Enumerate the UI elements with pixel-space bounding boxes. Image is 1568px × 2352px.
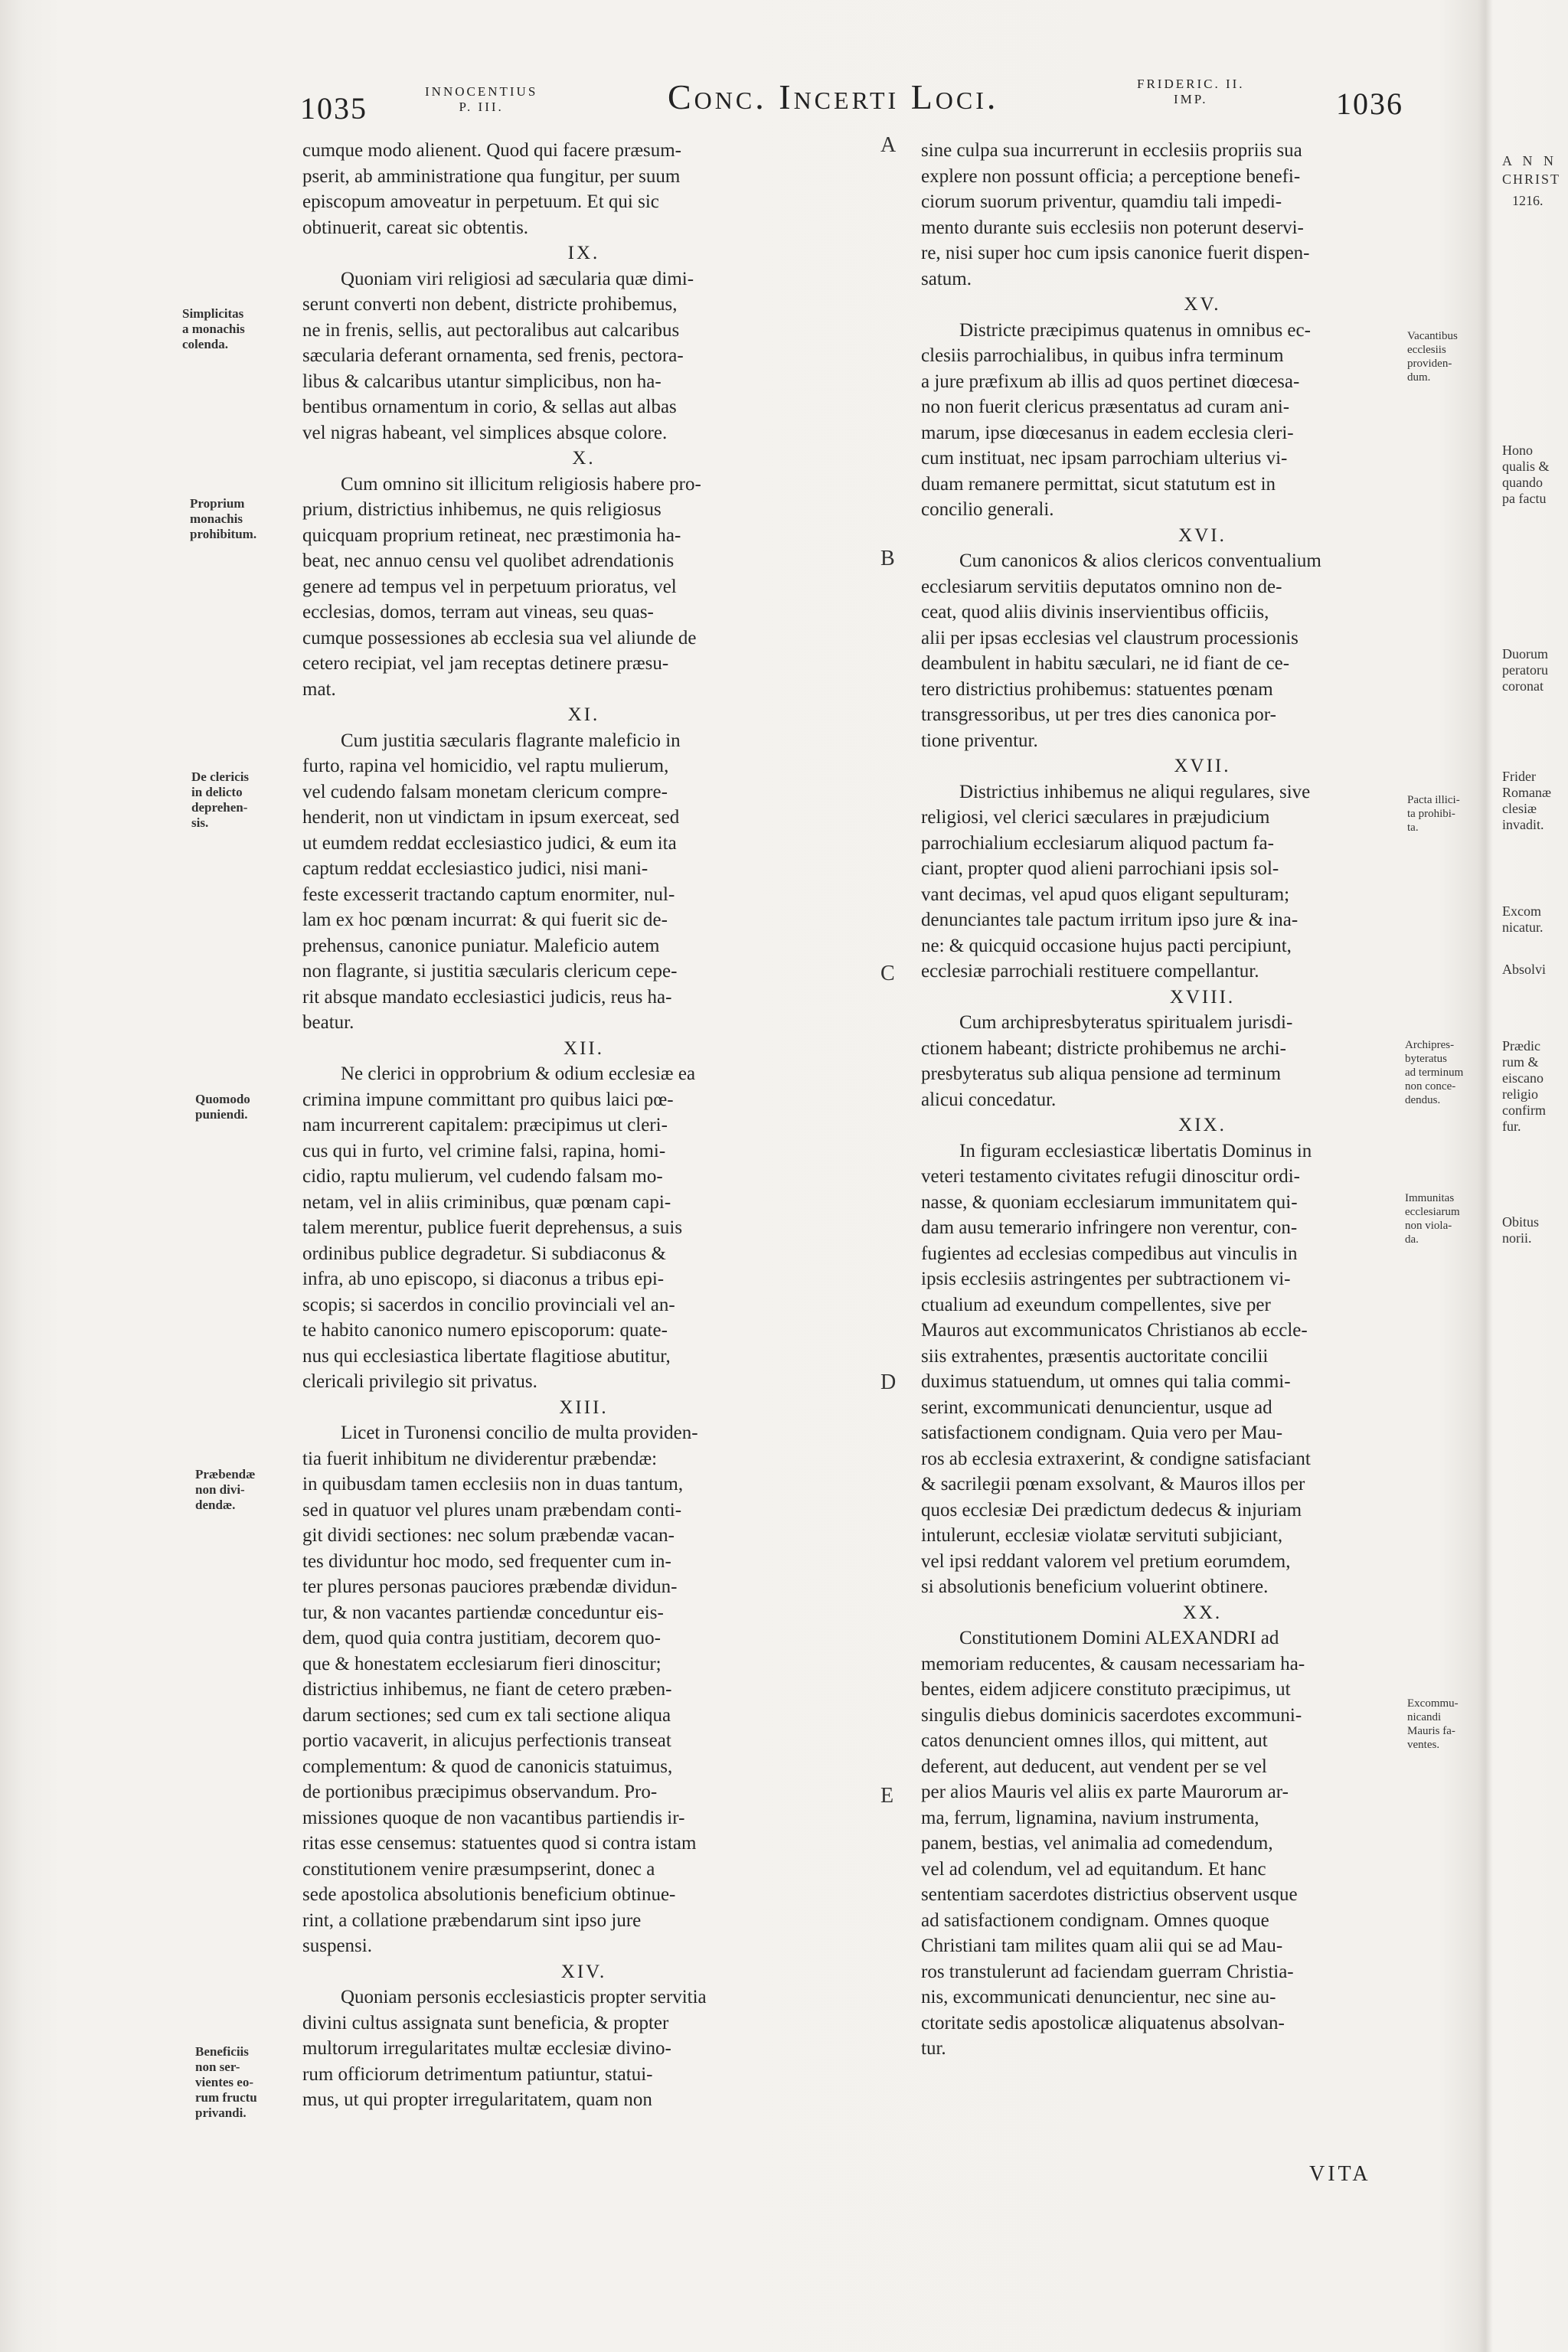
text-line: presbyteratus sub aliqua pensione ad terminum [921,1063,1282,1084]
text-line: ros ab ecclesia extraxerint, & condigne satisfaciant [921,1448,1311,1469]
text-line: ctualium ad exeundum compellentes, sive per [921,1294,1271,1315]
text-line: ordinibus publice degradetur. Si subdiaconus & [302,1243,666,1264]
text-line: tia fuerit inhibitum ne dividerentur præbendæ: [302,1448,658,1469]
text-line: alii per ipsas ecclesias vel claustrum processionis [921,627,1298,648]
text-line: ceat, quod aliis divinis inservientibus officiis, [921,602,1269,622]
text-line: marum, ipse diœcesanus in eadem ecclesia cleri- [921,422,1294,443]
text-line: explere non possunt officia; a perceptione benefi- [921,165,1301,187]
text-line: singulis diebus dominicis sacerdotes excommuni- [921,1704,1302,1726]
margin-note-simplicity: Simplicitas a monachis colenda. [182,306,245,351]
text-line: vel nigras habeant, vel simplices absque colore. [302,422,668,443]
text-line: multorum irregularitates multæ ecclesiæ divino- [302,2038,671,2059]
text-line: sed in quatuor vel plures unam præbendam conti- [302,1499,682,1521]
text-line: siis extrahentes, præsentis auctoritate concilii [921,1345,1269,1367]
text-line: vant decimas, vel apud quos eligant sepulturam; [921,884,1290,905]
text-line: Cum omnino sit illicitum religiosis habere pro- [341,473,701,495]
margin-note-clerics: De clericis in delicto deprehen- sis. [191,769,250,830]
section-heading: XI. [567,704,600,725]
text-line: constitutionem venire præsumpserint, donec a [302,1858,655,1880]
text-line: nasse, & quoniam ecclesiarum immunitatem qui- [921,1191,1298,1213]
text-line: & sacrilegii pœnam exsolvant, & Mauros illos per [921,1474,1305,1494]
text-line: cumque modo alienent. Quod qui facere præsum- [302,140,681,161]
text-line: portio vacaverit, in alicujus perfectionis transeat [302,1730,671,1751]
text-line: ciant, propter quod alieni parrochiani ipsis sol- [921,858,1279,879]
text-line: Cum archipresbyteratus spiritualem jurisdi- [959,1012,1293,1033]
text-line: bentes, eidem adjicere constituto præcipimus, ut [921,1679,1291,1700]
text-line: cidio, raptu mulierum, vel cudendo falsam mo- [302,1166,663,1187]
text-line: Licet in Turonensi concilio de multa providen- [341,1423,698,1443]
text-line: cetero recipiat, vel jam receptas detinere præsu- [302,653,669,674]
text-line: deambulent in habitu sæculari, ne id fiant de ce- [921,653,1290,674]
text-line: nis, excommunicati denuncientur, nec sine au- [921,1987,1276,2007]
text-line: prium, districtius inhibemus, ne quis religiosus [302,499,662,520]
text-line: memoriam reducentes, & causam necessariam ha- [921,1653,1305,1674]
text-line: furto, rapina vel homicidio, vel raptu mulierum, [302,756,669,776]
text-line: parrochialium ecclesiarum aliquod pactum fa- [921,832,1274,854]
edge-anno: A N N [1502,153,1558,168]
text-line: te habito canonico numero episcoporum: quate- [302,1320,668,1341]
text-line: rum officiorum detrimentum patiuntur, statui- [302,2063,653,2085]
text-line: captum reddat ecclesiastico judici, nisi mani- [302,858,648,879]
text-line: de portionibus præcipimus observandum. Pro- [302,1782,658,1802]
text-line: rit absque mandato ecclesiastici judicis, reus ha- [302,986,672,1008]
right-text-column [921,138,1484,2062]
left-text-column [302,138,865,2113]
edge-note-6: Prædic rum & eiscano religio confirm fur. [1502,1038,1546,1134]
text-line: genere ad tempus vel in perpetuum prioratus, vel [302,576,677,597]
text-line: git dividi sectiones: nec solum præbendæ vacan- [302,1525,675,1546]
text-line: pserit, ab amministratione qua fungitur, per suum [302,165,681,187]
text-line: feste excesserit tractando captum enormiter, nul- [302,884,675,905]
text-line: districtius inhibemus, ne fiant de cetero præben- [302,1679,672,1700]
text-line: ma, ferrum, lignamina, navium instrumenta, [921,1807,1259,1828]
text-line: concilio generali. [921,499,1054,520]
text-line: ter plures personas pauciores præbendæ dividun- [302,1576,678,1597]
text-line: clesiis parrochialibus, in quibus infra terminum [921,345,1284,366]
text-line: talem merentur, publice fuerit deprehensus, a suis [302,1217,683,1238]
text-line: ad satisfactionem condignam. Omnes quoque [921,1909,1269,1931]
text-line: si absolutionis beneficium voluerint obtinere. [921,1576,1269,1597]
text-line: intulerunt, ecclesiæ violatæ servituti subjiciant, [921,1525,1283,1546]
text-line: vel cudendo falsam monetam clericum compre- [302,781,668,802]
text-line: non flagrante, si justitia sæcularis clericum cepe- [302,961,678,982]
text-line: tero districtius prohibemus: statuentes pœnam [921,678,1273,700]
text-line: clericali privilegio sit privatus. [302,1371,537,1392]
text-line: Ne clerici in opprobrium & odium ecclesiæ ea [341,1063,696,1084]
text-line: Cum justitia sæcularis flagrante maleficio in [341,730,681,751]
text-line: obtinuerit, careat sic obtentis. [302,217,529,238]
section-letter-a: A [880,133,897,157]
text-line: ecclesiæ parrochiali restituere compellantur. [921,961,1259,982]
section-heading: IX. [567,243,600,263]
section-heading: XVI. [1178,524,1227,546]
text-line: ctoritate sedis apostolicæ aliquatenus absolvan- [921,2012,1285,2034]
text-line: duam remanere permittat, sicut statutum est in [921,473,1276,495]
text-line: mento durante suis ecclesiis non poterunt deservi- [921,217,1304,238]
text-line: tes dividuntur hoc modo, sed frequenter cum in- [302,1550,671,1572]
text-line: a jure præfixum ab illis ad quos pertinet diœcesa- [921,371,1300,392]
text-line: in quibusdam tamen ecclesiis non in duas tantum, [302,1474,684,1494]
text-line: denunciantes tale pactum irritum ipso jure & ina- [921,910,1298,930]
text-line: fugientes ad ecclesias compedibus aut vinculis in [921,1243,1298,1264]
text-line: cus qui in furto, vel crimine falsi, rapina, homi- [302,1140,666,1161]
margin-note-vacant-churches: Vacantibus ecclesiis providen- dum. [1407,330,1458,384]
section-heading: XVIII. [1169,986,1236,1008]
text-line: panem, bestias, vel animalia ad comedendum, [921,1833,1273,1854]
text-line: rint, a collatione præbendarum sint ipso jure [302,1909,642,1931]
margin-note-prebends: Præbendæ non divi- dendæ. [195,1467,256,1512]
edge-note-1: Hono qualis & quando pa factu [1502,443,1550,506]
text-line: ut eumdem reddat ecclesiastico judici, & eum ita [302,832,677,854]
text-line: no non fuerit clericus præsentatus ad curam ani- [921,397,1290,417]
text-line: divini cultus assignata sunt beneficia, & propter [302,2012,669,2034]
edge-note-5: Absolvi [1502,962,1547,977]
edge-christi: CHRIST [1502,172,1561,187]
text-line: missiones quoque de non vacantibus partiendis ir- [302,1807,685,1828]
text-line: religiosi, vel clerici sæculares in præjudicium [921,807,1270,828]
text-line: deferent, aut deducent, aut vendent per se vel [921,1756,1267,1777]
text-line: satisfactionem condignam. Quia vero per Mau- [921,1423,1283,1443]
edge-note-2: Duorum peratoru coronat [1502,646,1548,694]
text-line: libus & calcaribus utantur simplicibus, non ha- [302,371,662,392]
edge-note-3: Frider Romanæ clesiæ invadit. [1502,769,1552,832]
text-line: dem, quod quia contra justitiam, decorem quo- [302,1628,661,1648]
text-line: Mauros aut excommunicatos Christianos ab eccle- [921,1320,1308,1341]
margin-note-punishment: Quomodo puniendi. [195,1092,250,1122]
margin-note-illicit-pacts: Pacta illici- ta prohibi- ta. [1407,794,1460,834]
text-line: cumque possessiones ab ecclesia sua vel aliunde de [302,627,697,648]
section-heading: XX. [1182,1602,1223,1623]
text-line: ritas esse censemus: statuentes quod si contra istam [302,1833,697,1854]
text-line: tur. [921,2038,946,2059]
text-line: transgressoribus, ut per tres dies canonica por- [921,704,1276,725]
section-heading: XIII. [559,1396,609,1418]
section-heading: XVII. [1174,756,1231,776]
text-line: quos ecclesiæ Dei prædictum dedecus & injuriam [921,1499,1302,1521]
section-letter-e: E [880,1784,894,1808]
text-line: ecclesias, domos, terram aut vineas, seu quas- [302,602,654,622]
text-line: scopis; si sacerdos in concilio provinciali vel an- [302,1294,675,1315]
text-line: mat. [302,678,336,700]
text-line: veteri testamento civitates refugii dinoscitur ordi- [921,1166,1300,1187]
text-line: suspensi. [302,1936,372,1956]
text-line: vel ipsi reddant valorem vel pretium eorumdem, [921,1550,1291,1572]
text-line: Christiani tam milites quam alii qui se ad Mau- [921,1936,1283,1956]
text-line: duximus statuendum, ut omnes qui talia commi- [921,1371,1291,1392]
text-line: Cum canonicos & alios clericos conventualium [959,550,1321,571]
text-line: sede apostolica absolutionis beneficium obtinue- [302,1884,676,1905]
text-line: ciorum suorum priventur, quamdiu tali impedi- [921,191,1282,212]
text-line: mus, ut qui propter irregularitatem, quam non [302,2089,652,2110]
margin-note-immunity: Immunitas ecclesiarum non viola- da. [1405,1192,1460,1246]
text-line: catos denuncient omnes illos, qui mittent, aut [921,1730,1268,1751]
section-heading: X. [572,448,596,469]
text-line: dam ausu temerario infringere non verentur, con- [921,1217,1298,1238]
text-line: tur, & non vacantes partiendæ conceduntur eis- [302,1602,664,1623]
text-line: nus qui ecclesiastica libertate flagitiose abutitur, [302,1345,671,1367]
text-line: prehensus, canonice puniatur. Maleficio autem [302,935,660,956]
text-line: bentibus ornamentum in corio, & sellas aut albas [302,397,677,417]
text-line: henderit, non ut vindictam in ipsum exerceat, sed [302,807,680,828]
running-title: Conc. Incerti Loci. [668,77,999,116]
header-emperor: FRIDERIC. II. IMP. [1137,77,1245,106]
section-heading: XIV. [560,1961,607,1982]
text-line: beatur. [302,1012,354,1033]
page-number-right: 1036 [1336,87,1403,121]
text-line: ipsis ecclesiis astringentes per subtractionem vi- [921,1269,1291,1289]
text-line: crimina impune committant pro quibus laici pœ- [302,1089,674,1110]
text-line: re, nisi super hoc cum ipsis canonice fuerit dispen- [921,243,1310,263]
text-line: sæcularia deferant ornamenta, sed frenis, pectora- [302,345,684,366]
text-line: per alios Mauris vel aliis ex parte Maurorum ar- [921,1782,1289,1802]
text-line: satum. [921,268,972,289]
text-line: sententiam sacerdotes districtius observent usque [921,1884,1298,1905]
edge-year: 1216. [1512,193,1544,208]
text-line: ctionem habeant; districte prohibemus ne archi- [921,1037,1286,1059]
header-pope: INNOCENTIUS P. III. [425,84,538,114]
margin-note-benefices: Beneficiis non ser- vientes eo- rum fructu privandi. [195,2044,257,2120]
text-line: Districte præcipimus quatenus in omnibus ec- [959,319,1311,341]
text-line: ne: & quicquid occasione hujus pacti percipiunt, [921,935,1292,956]
text-line: Quoniam personis ecclesiasticis propter servitia [341,1987,707,2007]
text-line: vel ad colendum, vel ad equitandum. Et hanc [921,1858,1266,1880]
text-line: Districtius inhibemus ne aliqui regulares, sive [959,781,1311,802]
text-line: Constitutionem Domini ALEXANDRI ad [959,1628,1279,1648]
text-line: serunt converti non debent, districte prohibemus, [302,294,678,315]
text-line: nam incurrerent capitalem: præcipimus ut cleri- [302,1115,668,1135]
section-letter-d: D [880,1370,897,1394]
page-number-left: 1035 [300,91,368,126]
section-heading: XII. [564,1037,604,1059]
text-line: sine culpa sua incurrerunt in ecclesiis propriis sua [921,140,1302,161]
section-letter-c: C [880,962,895,985]
edge-note-4: Excom nicatur. [1502,903,1544,935]
text-line: beat, nec annuo censu vel quolibet adrendationis [302,550,675,571]
margin-note-property: Proprium monachis prohibitum. [190,496,257,541]
text-line: que & honestatem ecclesiarum fieri dinoscitur; [302,1653,662,1674]
text-line: infra, ab uno episcopo, si diaconus a tribus epi- [302,1269,665,1289]
section-heading: XV. [1184,294,1221,315]
text-line: alicui concedatur. [921,1089,1057,1110]
text-line: episcopum amoveatur in perpetuum. Et qui sic [302,191,659,212]
text-line: cum instituat, nec ipsam parrochiam ulterius vi- [921,448,1288,469]
text-line: darum sectiones; sed cum ex tali sectione aliqua [302,1704,671,1726]
section-heading: XIX. [1178,1115,1227,1135]
text-line: In figuram ecclesiasticæ libertatis Dominus in [959,1140,1312,1161]
text-line: netam, vel in aliis criminibus, quæ pœnam capi- [302,1191,671,1213]
text-line: Quoniam viri religiosi ad sæcularia quæ dimi- [341,268,694,289]
text-line: complementum: & quod de canonicis statuimus, [302,1756,673,1777]
section-letter-b: B [880,547,895,570]
text-line: tione priventur. [921,730,1038,751]
margin-note-excommunicate: Excommu- nicandi Mauris fa- ventes. [1407,1697,1459,1751]
text-line: ros transtulerunt ad faciendam guerram Christia- [921,1961,1294,1982]
text-line: serint, excommunicati denuncientur, usque ad [921,1396,1272,1418]
text-line: lam ex hoc pœnam incurrat: & qui fuerit sic de- [302,910,668,930]
catchword: VITA [1309,2162,1371,2186]
text-line: ecclesiarum servitiis deputatos omnino non de- [921,576,1282,597]
text-line: quicquam proprium retineat, nec præstimonia ha- [302,524,681,546]
margin-note-archpresbyters: Archipres- byteratus ad terminum non conce- dendus. [1405,1039,1464,1106]
text-line: ne in frenis, sellis, aut pectoralibus aut calcaribus [302,319,680,341]
edge-note-7: Obitus norii. [1502,1214,1540,1246]
